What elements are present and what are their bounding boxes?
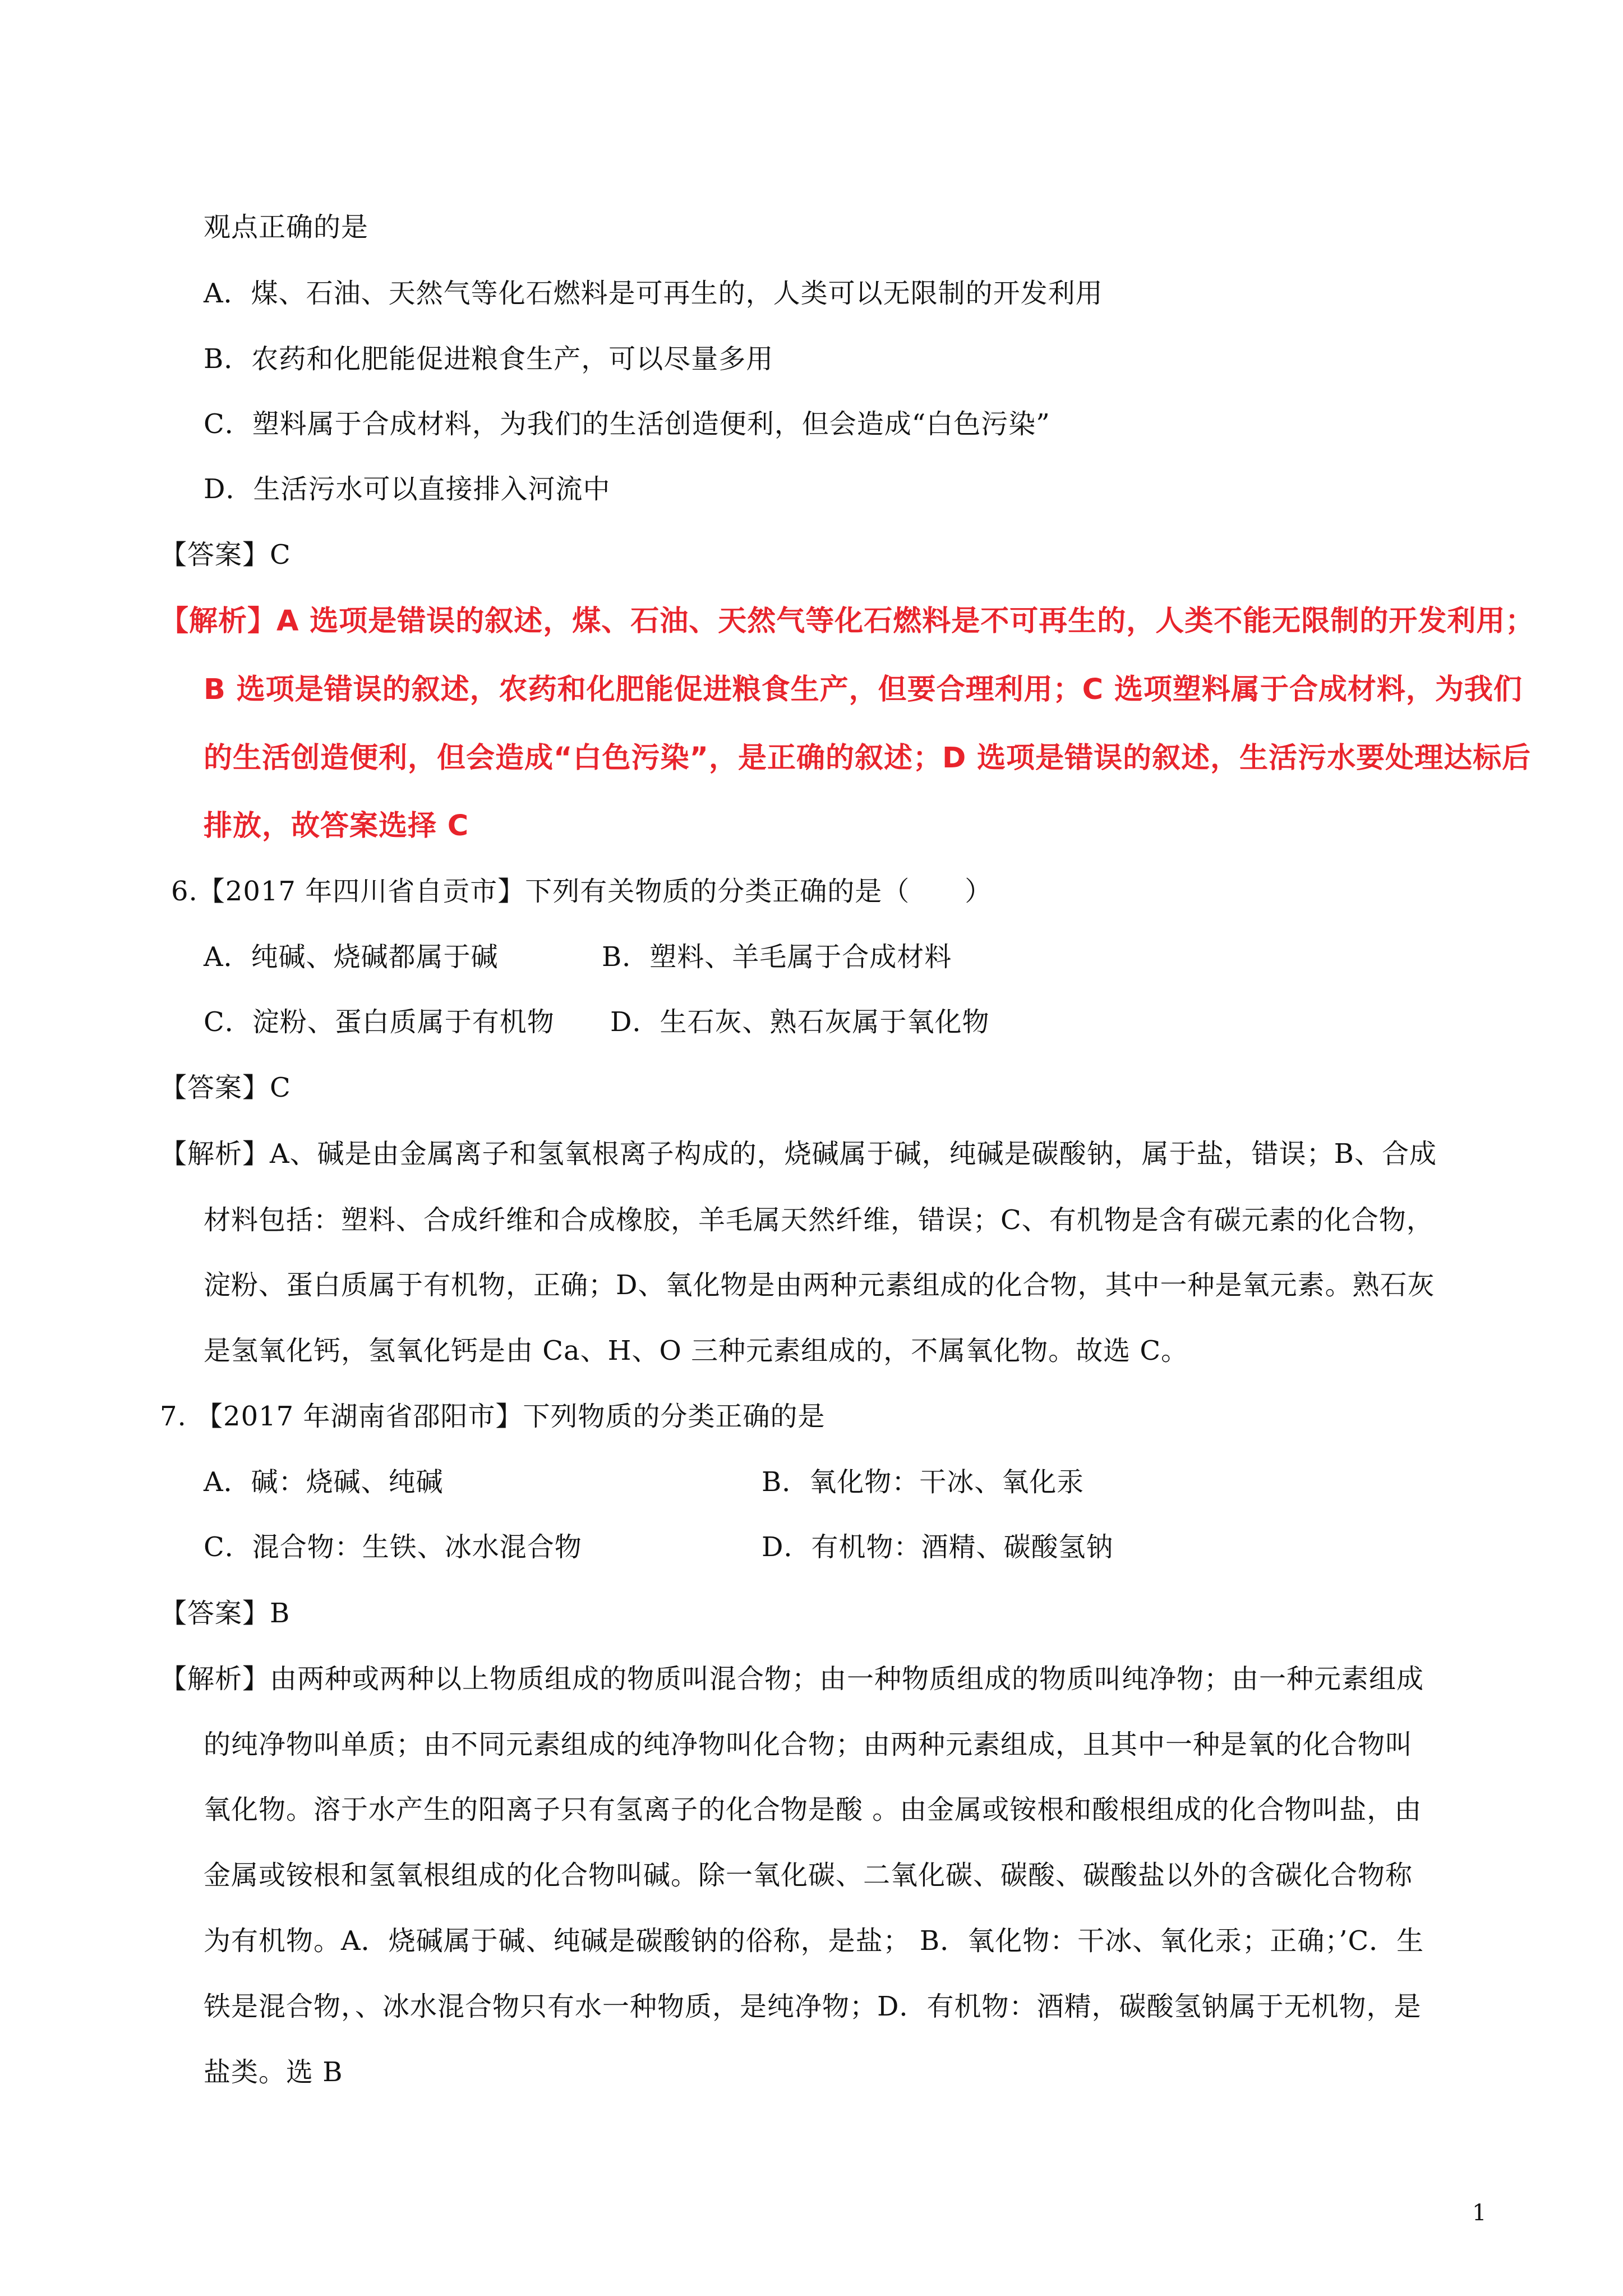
q6-option-c: C．淀粉、蛋白质属于有机物 [204, 1006, 555, 1038]
q5-stem-tail: 观点正确的是 [204, 211, 369, 243]
q7-option-a: A．碱：烧碱、纯碱 [204, 1466, 444, 1498]
q7-stem: 7. 【2017 年湖南省邵阳市】下列物质的分类正确的是 [160, 1401, 826, 1432]
q5-option-d: D．生活污水可以直接排入河流中 [204, 473, 611, 505]
q5-option-b: B．农药和化肥能促进粮食生产，可以尽量多用 [204, 343, 774, 375]
q6-answer: 【答案】C [160, 1072, 291, 1103]
q5-analysis-line-1: 【解析】A 选项是错误的叙述，煤、石油、天然气等化石燃料是不可再生的，人类不能无限制的开发利用； [160, 605, 1535, 638]
q5-analysis-line-4: 排放，故答案选择 C [204, 809, 469, 843]
q6-analysis-line-3: 淀粉、蛋白质属于有机物，正确；D、氧化物是由两种元素组成的化合物，其中一种是氧元素。熟石灰 [204, 1269, 1435, 1301]
q7-analysis-line-6: 铁是混合物，、冰水混合物只有水一种物质，是纯净物；D．有机物：酒精，碳酸氢钠属于无机物，是 [204, 1991, 1422, 2022]
page-number: 1 [1472, 2200, 1487, 2226]
q7-analysis-line-1: 【解析】由两种或两种以上物质组成的物质叫混合物；由一种物质组成的物质叫纯净物；由一种元素组成 [160, 1663, 1424, 1695]
q7-option-c: C．混合物：生铁、冰水混合物 [204, 1531, 582, 1563]
q5-option-c: C．塑料属于合成材料，为我们的生活创造便利，但会造成“白色污染” [204, 408, 1050, 440]
q5-option-a: A．煤、石油、天然气等化石燃料是可再生的，人类可以无限制的开发利用 [204, 278, 1103, 309]
q7-analysis-line-5: 为有机物。A．烧碱属于碱、纯碱是碳酸钠的俗称，是盐； B．氧化物：干冰、氧化汞；正确；’C．生 [204, 1925, 1424, 1957]
q7-analysis-line-7: 盐类。选 B [204, 2056, 343, 2088]
q6-analysis-line-4: 是氢氧化钙，氢氧化钙是由 Ca、H、O 三种元素组成的，不属氧化物。故选 C。 [204, 1335, 1189, 1366]
q6-option-d: D．生石灰、熟石灰属于氧化物 [610, 1006, 990, 1038]
q5-analysis-line-3: 的生活创造便利，但会造成“白色污染”，是正确的叙述；D 选项是错误的叙述，生活污水要处理达标后 [204, 742, 1532, 775]
q6-stem: 6.【2017 年四川省自贡市】下列有关物质的分类正确的是（ ） [171, 876, 993, 907]
q7-option-b: B．氧化物：干冰、氧化汞 [762, 1466, 1085, 1498]
q7-answer: 【答案】B [160, 1598, 291, 1629]
q7-analysis-line-4: 金属或铵根和氢氧根组成的化合物叫碱。除一氧化碳、二氧化碳、碳酸、碳酸盐以外的含碳化合物称 [204, 1860, 1413, 1891]
q6-option-b: B．塑料、羊毛属于合成材料 [602, 941, 952, 973]
q7-option-d: D．有机物：酒精、碳酸氢钠 [762, 1531, 1114, 1563]
q6-analysis-line-2: 材料包括：塑料、合成纤维和合成橡胶，羊毛属天然纤维，错误；C、有机物是含有碳元素的化合物， [204, 1204, 1434, 1236]
q6-option-a: A．纯碱、烧碱都属于碱 [204, 941, 499, 973]
q7-analysis-line-2: 的纯净物叫单质；由不同元素组成的纯净物叫化合物；由两种元素组成，且其中一种是氧的化合物叫 [204, 1729, 1413, 1760]
q6-analysis-line-1: 【解析】A、碱是由金属离子和氢氧根离子构成的，烧碱属于碱，纯碱是碳酸钠，属于盐，错误；B、合成 [160, 1138, 1437, 1170]
q5-answer: 【答案】C [160, 539, 291, 570]
q5-analysis-line-2: B 选项是错误的叙述，农药和化肥能促进粮食生产，但要合理利用；C 选项塑料属于合成材料，为我们 [204, 673, 1523, 706]
q7-analysis-line-3: 氧化物。溶于水产生的阳离子只有氢离子的化合物是酸 。由金属或铵根和酸根组成的化合物叫盐，由 [204, 1794, 1422, 1825]
